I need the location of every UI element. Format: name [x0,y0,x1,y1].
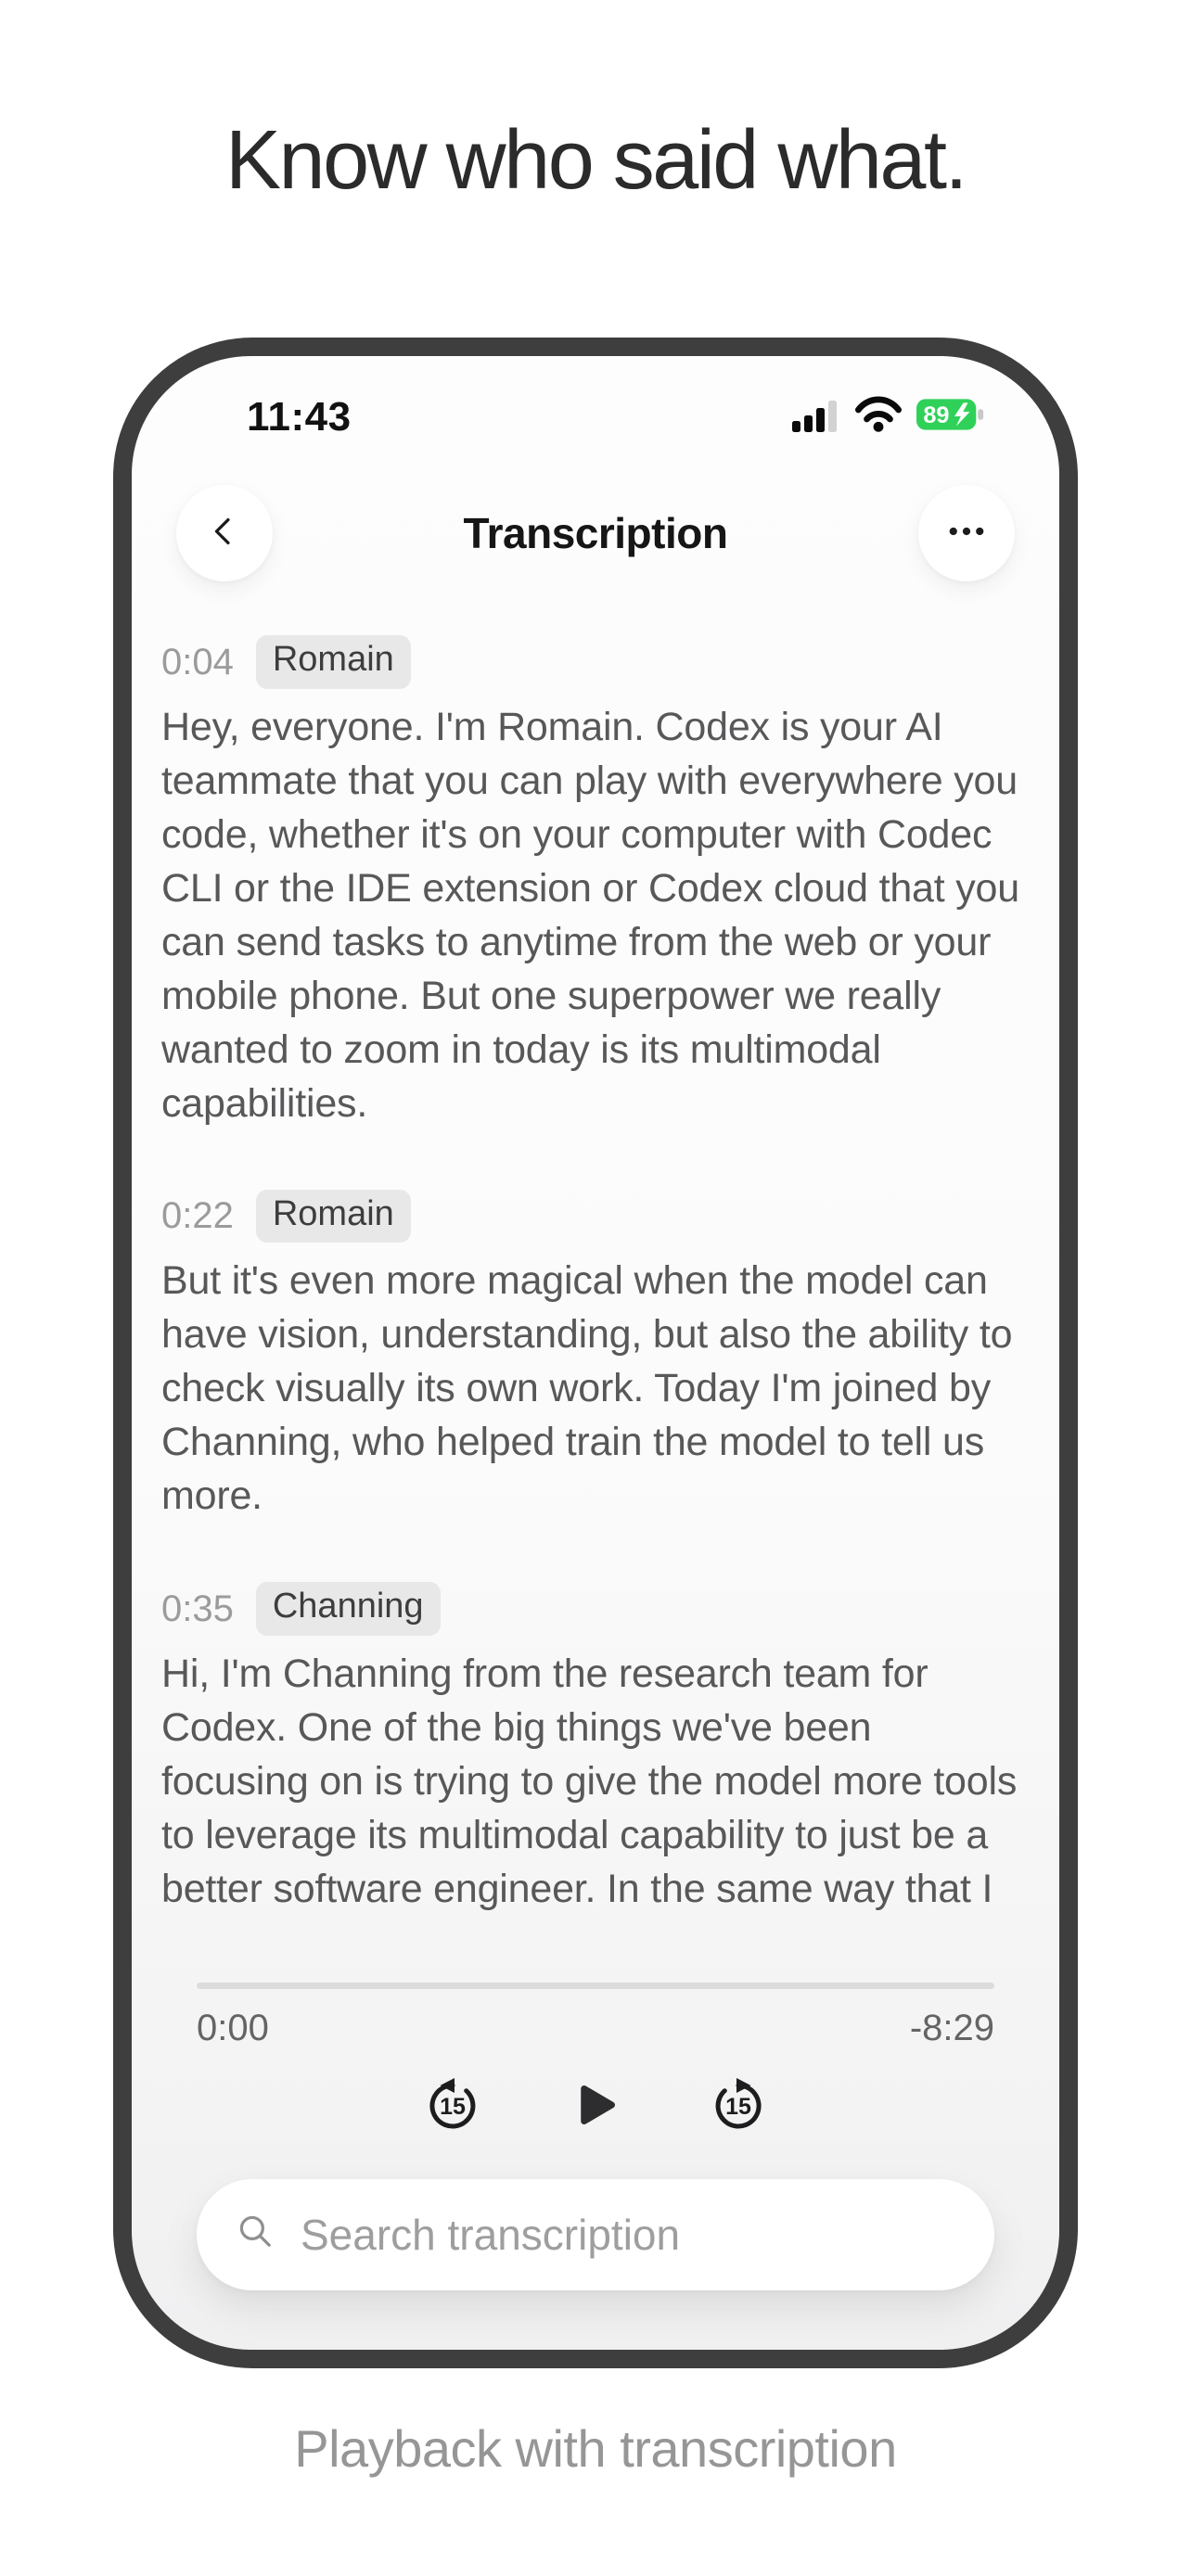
entry-timestamp: 0:22 [161,1195,234,1237]
time-row [197,2008,994,2049]
search-input[interactable] [301,2210,955,2260]
footer-caption: Playback with transcription [294,2419,897,2478]
back-chevron-icon [205,512,244,555]
progress-bar[interactable] [197,1983,994,1989]
wifi-icon [855,395,902,439]
cellular-signal-icon [792,397,840,437]
battery-icon [916,397,987,437]
speaker-badge: Channing [256,1582,441,1636]
nav-bar [176,485,1015,581]
more-ellipsis-icon [944,509,989,558]
skip-back-label: 15 [440,2094,466,2121]
entry-meta [161,1190,1026,1243]
speaker-badge: Romain [256,1190,411,1243]
search-icon [236,2212,276,2257]
entry-text: But it's even more magical when the model can have vision, understanding, but also the ability to check visually its own work. Today I'm joined by Channing, who helped train the model to tell us more. [161,1258,1013,1519]
phone-frame [113,338,1078,2368]
search-bar[interactable] [197,2179,994,2290]
elapsed-time: 0:00 [197,2007,269,2048]
hero-title: Know who said what. [225,114,966,207]
entry-text: Hey, everyone. I'm Romain. Codex is your AI teammate that you can play with everywhere you code, whether it's on your computer with Codec CLI or the IDE extension or Codex cloud that you can send tasks to anytime from the web or your mobile phone. But one superpower we really wanted to zoom in today is its multimodal capabilities. [161,704,1019,1126]
skip-forward-15-icon [709,2074,768,2138]
status-bar [247,391,987,442]
entry-meta [161,1582,1026,1636]
speaker-badge: Romain [256,635,411,689]
play-button[interactable] [570,2079,621,2134]
page-title: Transcription [463,509,728,558]
remaining-time: -8:29 [909,2007,994,2048]
status-time: 11:43 [247,393,352,440]
more-button[interactable] [918,485,1015,581]
play-icon [570,2079,621,2134]
skip-back-15-icon [423,2074,482,2138]
entry-timestamp: 0:04 [161,641,234,682]
playback-controls [197,2073,994,2140]
audio-player [197,1983,994,2140]
entry-timestamp: 0:35 [161,1588,234,1629]
transcript-entry[interactable] [161,635,1026,1130]
transcript-entry[interactable] [161,1190,1026,1524]
status-icons [792,395,987,439]
phone-screen [132,356,1059,2350]
entry-meta [161,635,1026,689]
entry-text: Hi, I'm Channing from the research team for Codex. One of the big things we've been focusing on is trying to give the model more tools to leverage its multimodal capability to just be a better software engineer. In the same way that I [161,1651,1018,1912]
skip-back-15-button[interactable] [423,2074,482,2138]
skip-forward-15-button[interactable] [709,2074,768,2138]
battery-percent: 89 [923,402,950,428]
transcript-entry[interactable] [161,1582,1026,1916]
transcript-list [161,635,1026,1958]
skip-forward-label: 15 [725,2094,751,2121]
back-button[interactable] [176,485,273,581]
